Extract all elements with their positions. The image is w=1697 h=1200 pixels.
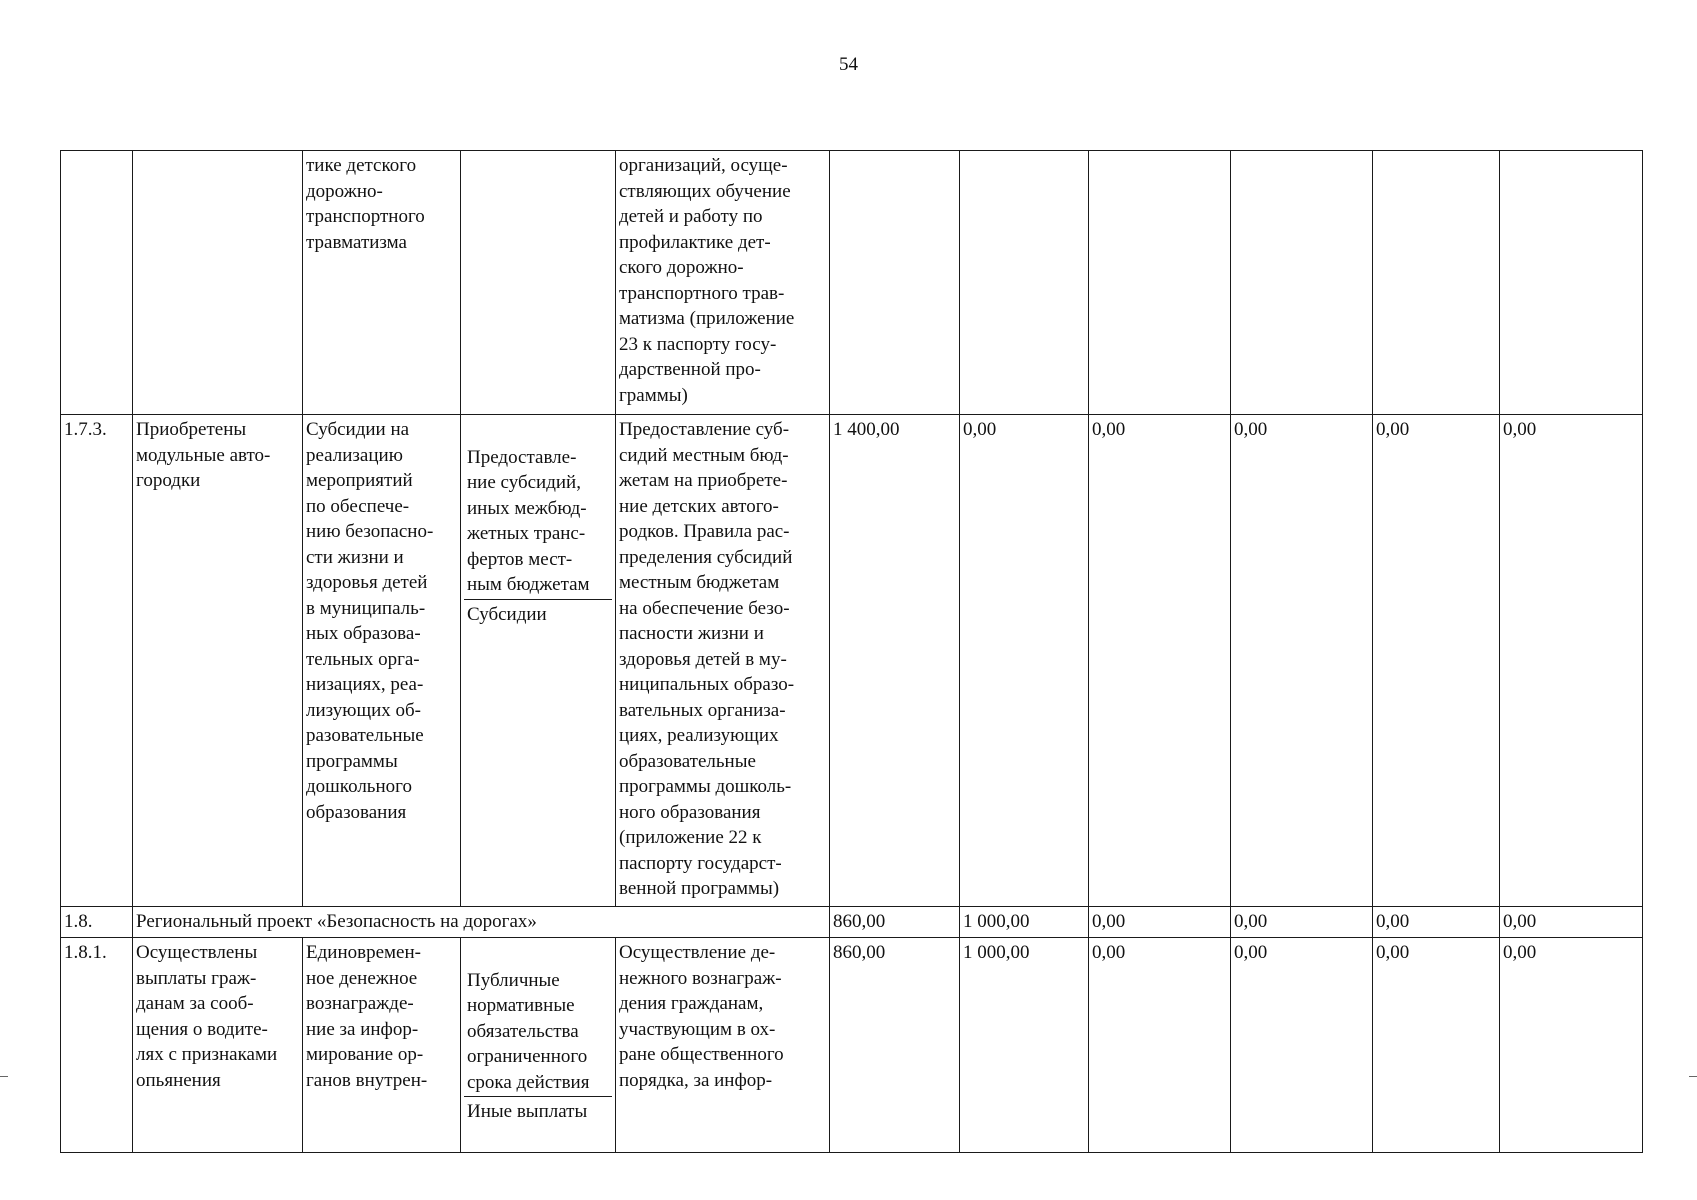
- result-cell: [133, 151, 303, 415]
- table-row: [61, 938, 1643, 1153]
- value-cell: 0,00: [1231, 938, 1373, 1153]
- value-cell: [960, 151, 1089, 415]
- value-cell: 860,00: [830, 907, 960, 938]
- value-cell: 0,00: [1500, 938, 1643, 1153]
- value-cell: 0,00: [1500, 415, 1643, 907]
- row-number-cell: 1.8.: [61, 907, 133, 938]
- description-cell: Осуществление де- нежного вознаграж- дения гражданам, участвующим в ох- ране общественного порядка, за инфор-: [616, 938, 830, 1153]
- measure-cell: тике детского дорожно- транспортного травматизма: [303, 151, 461, 415]
- row-number-cell: [61, 151, 133, 415]
- value-cell: 0,00: [960, 415, 1089, 907]
- type-top: Предоставле- ние субсидий, иных межбюд- жетных транс- фертов мест- ным бюджетам: [464, 443, 612, 600]
- page-number: 54: [839, 54, 858, 75]
- type-bottom: Иные выплаты: [467, 1101, 588, 1122]
- type-cell: [461, 938, 616, 1153]
- measure-cell: Субсидии на реализацию мероприятий по обеспече- нию безопасно- сти жизни и здоровья детей в муниципаль- ных образова- тельных орга- низациях, реа- лизующих об- разовательные программы дошкольного образования: [303, 415, 461, 907]
- type-cell: [461, 415, 616, 907]
- value-cell: [1373, 151, 1500, 415]
- row-number-cell: 1.7.3.: [61, 415, 133, 907]
- value-cell: [830, 151, 960, 415]
- value-cell: 0,00: [1500, 907, 1643, 938]
- result-cell: Приобретены модульные авто- городки: [133, 415, 303, 907]
- type-bottom: Субсидии: [467, 603, 547, 625]
- table-row: [61, 907, 1643, 938]
- value-cell: 0,00: [1373, 938, 1500, 1153]
- type-cell: [461, 151, 616, 415]
- scan-edge-mark: [0, 1076, 8, 1077]
- value-cell: 0,00: [1089, 907, 1231, 938]
- value-cell: 0,00: [1231, 907, 1373, 938]
- scan-edge-mark: [1689, 1076, 1697, 1077]
- value-cell: 0,00: [1373, 415, 1500, 907]
- project-title-cell: Региональный проект «Безопасность на дорогах»: [133, 907, 830, 938]
- value-cell: 860,00: [830, 938, 960, 1153]
- table-row: [61, 415, 1643, 907]
- budget-table: [60, 150, 1643, 1153]
- value-cell: 1 000,00: [960, 907, 1089, 938]
- value-cell: [1500, 151, 1643, 415]
- measure-cell: Единовремен- ное денежное вознагражде- ние за инфор- мирование ор- ганов внутрен-: [303, 938, 461, 1153]
- value-cell: [1231, 151, 1373, 415]
- value-cell: 0,00: [1089, 415, 1231, 907]
- value-cell: 0,00: [1231, 415, 1373, 907]
- result-cell: Осуществлены выплаты граж- данам за сооб- щения о водите- лях с признаками опьянения: [133, 938, 303, 1153]
- description-cell: Предоставление суб- сидий местным бюд- жетам на приобрете- ние детских автого- родков. Правила рас- пределения субсидий местным бюджетам на обеспечение безо- пасности жизни и здоровья детей в му- ниципальных образо- вательных организа- циях, реализующих образовательные программы дошколь- ного образования (приложение 22 к паспорту государст- венной программы): [616, 415, 830, 907]
- value-cell: 0,00: [1373, 907, 1500, 938]
- value-cell: 0,00: [1089, 938, 1231, 1153]
- type-top: Публичные нормативные обязательства ограниченного срока действия: [464, 966, 612, 1098]
- table-row: [61, 151, 1643, 415]
- row-number-cell: 1.8.1.: [61, 938, 133, 1153]
- value-cell: [1089, 151, 1231, 415]
- value-cell: 1 000,00: [960, 938, 1089, 1153]
- description-cell: организаций, осуще- ствляющих обучение детей и работу по профилактике дет- ского дорожно- транспортного трав- матизма (приложение 23 к паспорту госу- дарственной про- граммы): [616, 151, 830, 415]
- value-cell: 1 400,00: [830, 415, 960, 907]
